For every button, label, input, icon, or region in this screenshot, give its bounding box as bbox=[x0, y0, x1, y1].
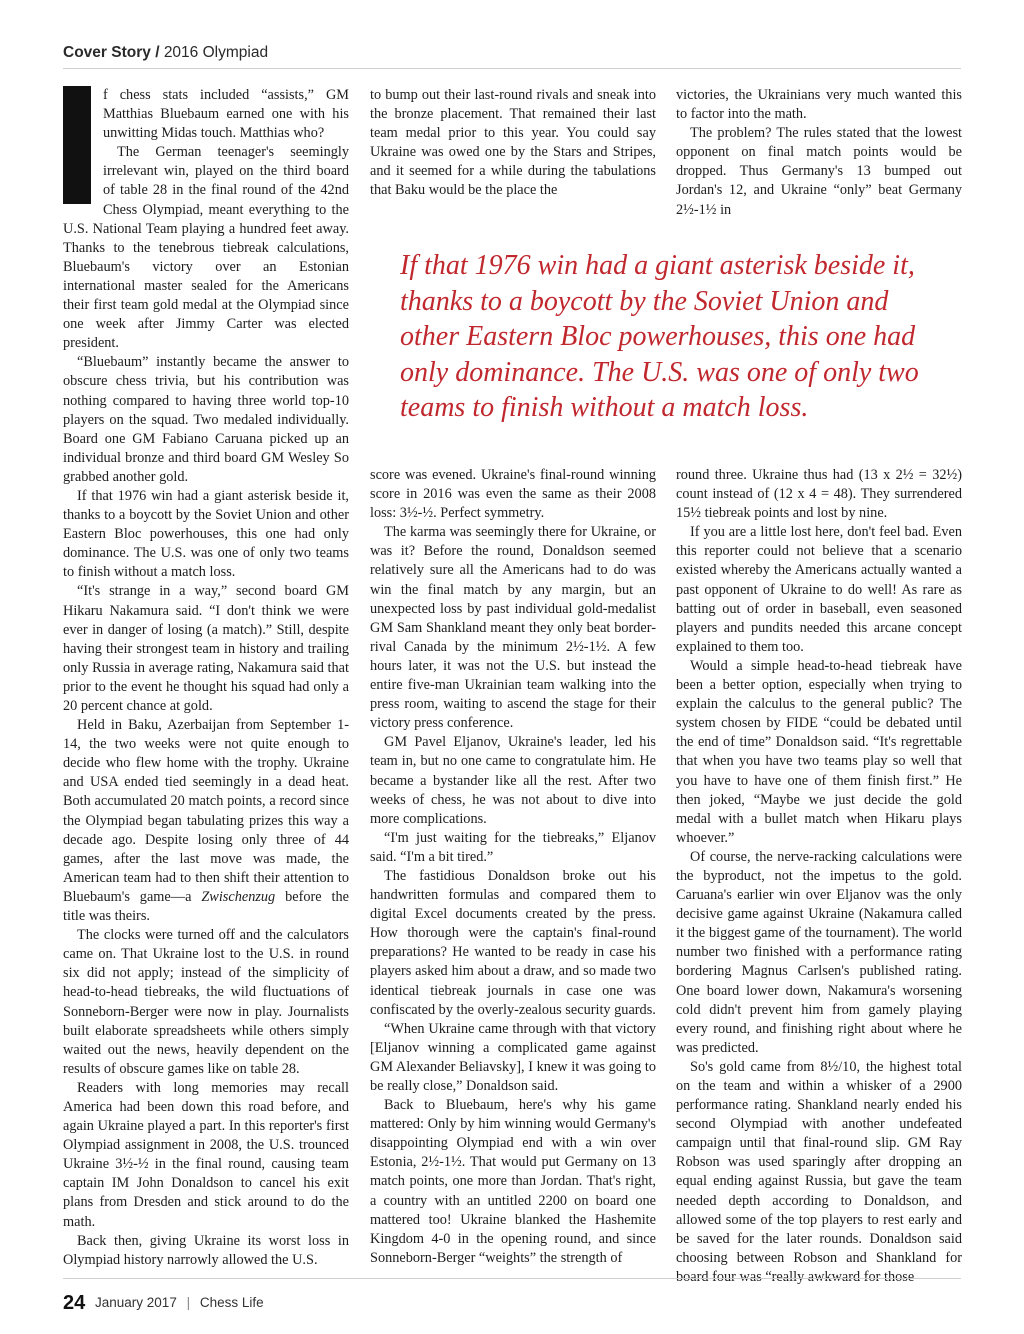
footer-rule bbox=[63, 1278, 961, 1279]
paragraph: “I'm just waiting for the tiebreaks,” Eljanov said. “I'm a bit tired.” bbox=[370, 829, 656, 865]
issue-date: January 2017 bbox=[95, 1295, 177, 1310]
paragraph: The clocks were turned off and the calculators came on. That Ukraine lost to the U.S. in round six did not apply; instead of the simplicity of head-to-head tiebreaks, the wild fluctuations of Sonneborn-Berger were now in play. Journalists built elaborate spreadsheets while others simply waited out the news, heavily dependent on the results of obscure games like on table 28. bbox=[63, 927, 349, 1077]
drop-cap-i bbox=[63, 86, 91, 204]
paragraph: round three. Ukraine thus had (13 x 2½ = 32½) count instead of (12 x 4 = 48). They surrendered 15½ tiebreak points and lost by nine. bbox=[676, 467, 962, 522]
paragraph: If you are a little lost here, don't feel bad. Even this reporter could not believe that a scenario existed whereby the Americans actually wanted a past opponent of Ukraine to do well! As rare as batting out of order in baseball, even seasoned players and pundits needed this arcane concept explained to them too. bbox=[676, 524, 962, 655]
paragraph: The fastidious Donaldson broke out his handwritten formulas and compared them to digital Excel documents created by the press. How thorough were the captain's final-round preparations? He wanted to be ready in case his players asked him about a draw, and so made two identical tiebreak journals in case one was confiscated by the overly-zealous security guards. bbox=[370, 867, 656, 1018]
footer-separator: | bbox=[186, 1295, 191, 1310]
paragraph: Back then, giving Ukraine its worst loss in Olympiad history narrowly allowed the U.S. bbox=[63, 1232, 349, 1268]
column-3-bottom bbox=[676, 466, 962, 1287]
paragraph: Would a simple head-to-head tiebreak have been a better option, especially when trying to explain the calculus to the general public? The system chosen by FIDE “could be debated until the end of time” Donaldson said. “It's regrettable that when you have two teams play so well that you have to have one of them finish first.” He then joked, “Maybe we just decide the gold medal with a bullet match when Hikaru plays whoever.” bbox=[676, 657, 962, 846]
pull-quote: If that 1976 win had a giant asterisk beside it, thanks to a boycott by the Soviet Union and other Eastern Bloc powerhouses, this one had only dominance. The U.S. was one of only two teams to finish without a match loss. bbox=[400, 250, 919, 423]
header-rule bbox=[63, 68, 961, 69]
paragraph bbox=[63, 716, 349, 926]
paragraph: f chess stats included “assists,” GM Matthias Bluebaum earned one with his unwitting Midas touch. Matthias who? bbox=[103, 87, 349, 142]
column-1 bbox=[63, 86, 349, 1270]
subsection-label: 2016 Olympiad bbox=[163, 44, 269, 61]
column-2-bottom bbox=[370, 466, 656, 1268]
paragraph: The karma was seemingly there for Ukraine, or was it? Before the round, Donaldson seemed relatively sure all the Americans had to do was win the final match by any margin, but an unexpected loss by past individual gold-medalist GM Sam Shankland meant they only beat border-rival Canada by the minimum 2½-1½. A few hours later, it was not the U.S. but instead the entire five-man Ukrainian team walking into the press room, waiting to ascend the stage for their victory press conference. bbox=[370, 524, 656, 732]
paragraph: “Bluebaum” instantly became the answer to obscure chess trivia, but his contribution was nothing compared to having three world top-10 players on the squad. Two medaled individually. Board one GM Fabiano Caruana picked up an individual bronze and third board GM Wesley So grabbed another gold. bbox=[63, 354, 349, 485]
column-2-top bbox=[370, 86, 656, 201]
page-number: 24 bbox=[63, 1292, 86, 1314]
paragraph: Readers with long memories may recall America had been down this road before, and again Ukraine played a part. In this reporter's first Olympiad assignment in 2008, the U.S. trounced Ukraine 3½-½ in the final round, causing team captain IM John Donaldson to cancel his exit plans from Dresden and stick around to do the math. bbox=[63, 1079, 349, 1230]
magazine-name: Chess Life bbox=[199, 1295, 264, 1310]
paragraph: The German teenager's seemingly irrelevant win, played on the third board of table 28 in the final round of the 42nd Chess Olympiad, meant everything to the U.S. National Team playing a hundred feet away. Thanks to the tenebrous tiebreak calculations, Bluebaum's victory over an Estonian international master sealed for the Americans their first team gold medal at the Olympiad since one week after Jimmy Carter was elected president. bbox=[63, 144, 349, 352]
paragraph-text-end: before the title was theirs. bbox=[63, 888, 349, 925]
paragraph: to bump out their last-round rivals and sneak into the bronze placement. That remained their last team medal prior to this year. You could say Ukraine was owed one by the Stars and Stripes, and it seemed for a while during the tabulations that Baku would be the place the bbox=[370, 87, 656, 199]
paragraph: Of course, the nerve-racking calculations were the byproduct, not the impetus to the gold. Caruana's earlier win over Eljanov was the only decisive game against Ukraine (Nakamura called it the biggest game of the tournament). The world number two finished with a performance rating bordering Magnus Carlsen's published rating. One board lower down, Nakamura's worsening cold didn't prevent him from gamely playing every round, and finishing right about where he was predicted. bbox=[676, 848, 962, 1056]
italic-term: Zwischenzug bbox=[201, 888, 276, 905]
paragraph: GM Pavel Eljanov, Ukraine's leader, led his team in, but no one came to congratulate him. He became a bystander like all the rest. After two weeks of chess, he was not about to dive into more complications. bbox=[370, 734, 656, 827]
paragraph-text: Held in Baku, Azerbaijan from September 1-14, the two weeks were not quite enough to decide who flew home with the trophy. Ukraine and USA ended tied seemingly in a dead heat. Both accumulated 20 match points, a record since the Olympiad began tabulating prizes this way a decade ago. Despite losing only three of 44 games, after the last move was made, the American team had to then shift their attention to Bluebaum's game—a bbox=[63, 717, 349, 905]
running-header bbox=[63, 44, 268, 62]
paragraph: victories, the Ukrainians very much wanted this to factor into the math. bbox=[676, 87, 962, 123]
paragraph: The problem? The rules stated that the lowest opponent on final match points would be dropped. Thus Germany's 13 bumped out Jordan's 12, and Ukraine “only” beat Germany 2½-1½ in bbox=[676, 125, 962, 218]
running-footer bbox=[63, 1292, 264, 1315]
section-label: Cover Story bbox=[63, 44, 151, 61]
paragraph: Back to Bluebaum, here's why his game mattered: Only by him winning would Germany's disappointing Olympiad end with a win over Estonia, 2½-1½. That would put Germany on 13 match points, one more than Jordan. That's right, a country with an untitled 2200 on board one mattered too! Ukraine blanked the Hashemite Kingdom 4-0 in the opening round, and since Sonneborn-Berger “weights” the strength of bbox=[370, 1097, 656, 1266]
paragraph: “When Ukraine came through with that victory [Eljanov winning a complicated game against GM Alexander Beliavsky], I knew it was going to be really close,” Donaldson said. bbox=[370, 1020, 656, 1094]
column-3-top bbox=[676, 86, 962, 220]
paragraph: score was evened. Ukraine's final-round winning score in 2016 was even the same as their 2008 loss: 3½-½. Perfect symmetry. bbox=[370, 467, 656, 522]
header-slash: / bbox=[155, 44, 160, 61]
paragraph: “It's strange in a way,” second board GM Hikaru Nakamura said. “I don't think we were ever in danger of losing (a match).” Still, despite having their strongest team in history and trailing only Russia in average rating, Nakamura said that prior to the event he thought his squad had only a 20 percent chance at gold. bbox=[63, 583, 349, 714]
paragraph: So's gold came from 8½/10, the highest total on the team and within a whisker of a 2900 performance rating. Shankland nearly ended his second Olympiad with another undefeated campaign until that final-round slip. GM Ray Robson was used sparingly after dropping an equal ending against Russia, but gave the team needed depth according to Donaldson, and allowed some of the top players to rest early and be saved for the later rounds. Donaldson said choosing between Robson and Shankland for board four was “really awkward for those bbox=[676, 1058, 962, 1285]
paragraph: If that 1976 win had a giant asterisk beside it, thanks to a boycott by the Soviet Union and other Eastern Bloc powerhouses, this one had only dominance. The U.S. was one of only two teams to finish without a match loss. bbox=[63, 487, 349, 581]
